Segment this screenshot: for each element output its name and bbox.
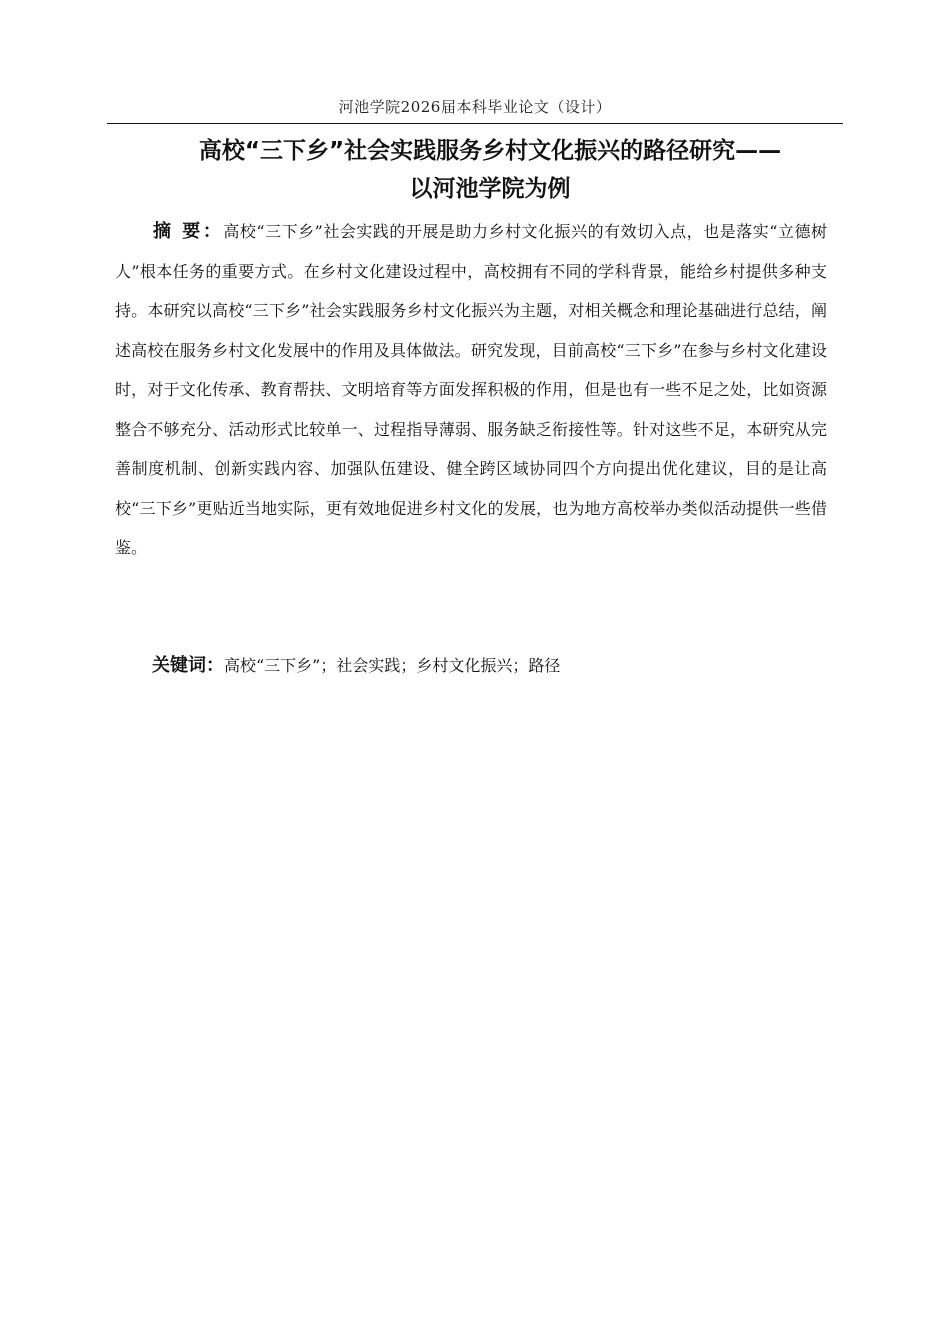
running-header: 河池学院2026届本科毕业论文（设计）	[338, 98, 612, 116]
thesis-title	[120, 132, 860, 208]
thesis-title-line-1: 高校“三下乡”社会实践服务乡村文化振兴的路径研究——	[198, 138, 782, 164]
keywords-label: 关键词：	[152, 655, 224, 676]
thesis-title-line-2: 以河池学院为例	[409, 176, 571, 202]
abstract-label: 摘 要：	[153, 221, 224, 242]
header-divider	[107, 123, 843, 124]
abstract-paragraph	[115, 212, 827, 568]
keywords-line	[152, 650, 560, 682]
keywords-text: 高校“三下乡”；社会实践；乡村文化振兴；路径	[224, 656, 561, 675]
abstract-text: 高校“三下乡”社会实践的开展是助力乡村文化振兴的有效切入点，也是落实“立德树人”根本任务的重要方式。在乡村文化建设过程中，高校拥有不同的学科背景，能给乡村提供多种支持。本研究以高校“三下乡”社会实践服务乡村文化振兴为主题，对相关概念和理论基础进行总结，阐述高校在服务乡村文化发展中的作用及具体做法。研究发现，目前高校“三下乡”在参与乡村文化建设时，对于文化传承、教育帮扶、文明培育等方面发挥积极的作用，但是也有一些不足之处，比如资源整合不够充分、活动形式比较单一、过程指导薄弱、服务缺乏衔接性等。针对这些不足，本研究从完善制度机制、创新实践内容、加强队伍建设、健全跨区域协同四个方向提出优化建议，目的是让高校“三下乡”更贴近当地实际，更有效地促进乡村文化的发展，也为地方高校举办类似活动提供一些借鉴。	[115, 222, 827, 557]
